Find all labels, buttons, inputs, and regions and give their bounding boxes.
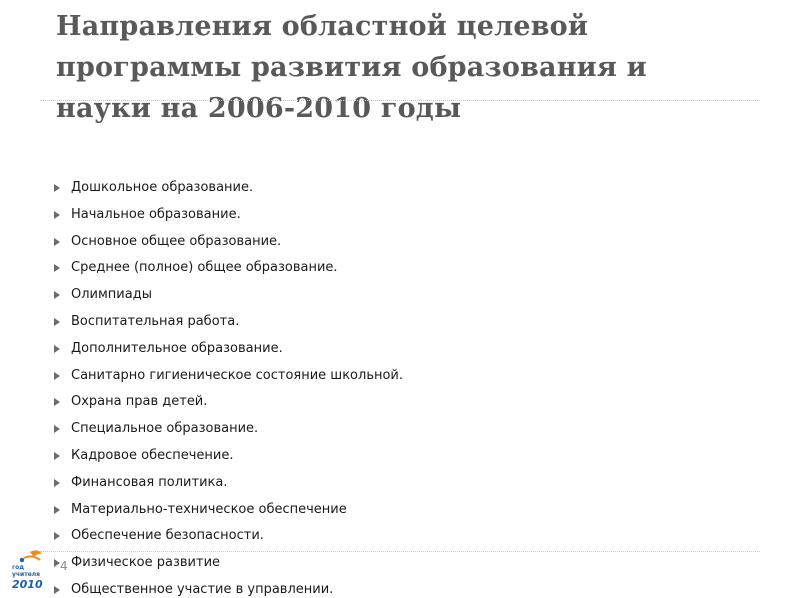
list-item-text: Начальное образование. bbox=[71, 206, 241, 222]
footer-divider bbox=[40, 551, 760, 552]
list-item-text: Кадровое обеспечение. bbox=[71, 447, 234, 463]
title-divider bbox=[40, 100, 760, 101]
list-item-text: Дошкольное образование. bbox=[71, 180, 254, 195]
list-item-text: Среднее (полное) общее образование. bbox=[71, 260, 338, 276]
list-item-text: Специальное образование. bbox=[71, 421, 259, 437]
bullet-arrow-icon bbox=[54, 372, 60, 380]
list-item-text: Основное общее образование. bbox=[71, 233, 282, 249]
bullet-arrow-icon bbox=[54, 184, 60, 192]
bullet-arrow-icon bbox=[54, 398, 60, 406]
list-item-text: Дополнительное образование. bbox=[71, 340, 283, 356]
list-item-text: Физическое развитие bbox=[71, 555, 221, 571]
bullet-arrow-icon bbox=[54, 479, 60, 487]
list-item-text: Санитарно гигиеническое состояние школьной. bbox=[71, 367, 404, 383]
bullet-arrow-icon bbox=[54, 532, 60, 540]
title-line-2: программы развития образования и bbox=[56, 52, 647, 83]
bullet-arrow-icon bbox=[54, 211, 60, 219]
list-item-text: Олимпиады bbox=[71, 287, 152, 303]
bullet-arrow-icon bbox=[54, 345, 60, 353]
bullet-arrow-icon bbox=[54, 506, 60, 514]
list-item-text: Материально-техническое обеспечение bbox=[71, 501, 347, 517]
list-item-text: Охрана прав детей. bbox=[71, 394, 208, 410]
list-item-text: Воспитательная работа. bbox=[71, 313, 240, 329]
title-line-3: науки на 2006-2010 годы bbox=[56, 93, 462, 124]
bullet-arrow-icon bbox=[54, 264, 60, 272]
bullet-arrow-icon bbox=[54, 425, 60, 433]
bullet-arrow-icon bbox=[54, 452, 60, 460]
list-item-text: Обеспечение безопасности. bbox=[71, 528, 264, 544]
logo-year: 2010 bbox=[12, 578, 43, 591]
teacher-of-the-year-2010-logo-icon bbox=[10, 548, 54, 592]
list-item-text: Общественное участие в управлении. bbox=[71, 581, 334, 597]
slide-title bbox=[56, 6, 756, 129]
bullet-arrow-icon bbox=[54, 238, 60, 246]
page-number: 4 bbox=[60, 559, 68, 573]
bullet-arrow-icon bbox=[54, 318, 60, 326]
bullet-arrow-icon bbox=[54, 291, 60, 299]
logo-text-line1: год bbox=[12, 564, 25, 571]
bullet-arrow-icon bbox=[54, 586, 60, 594]
title-line-1: Направления областной целевой bbox=[56, 11, 589, 42]
list-item-text: Финансовая политика. bbox=[71, 474, 228, 490]
logo-text-line2: учителя bbox=[12, 571, 41, 578]
